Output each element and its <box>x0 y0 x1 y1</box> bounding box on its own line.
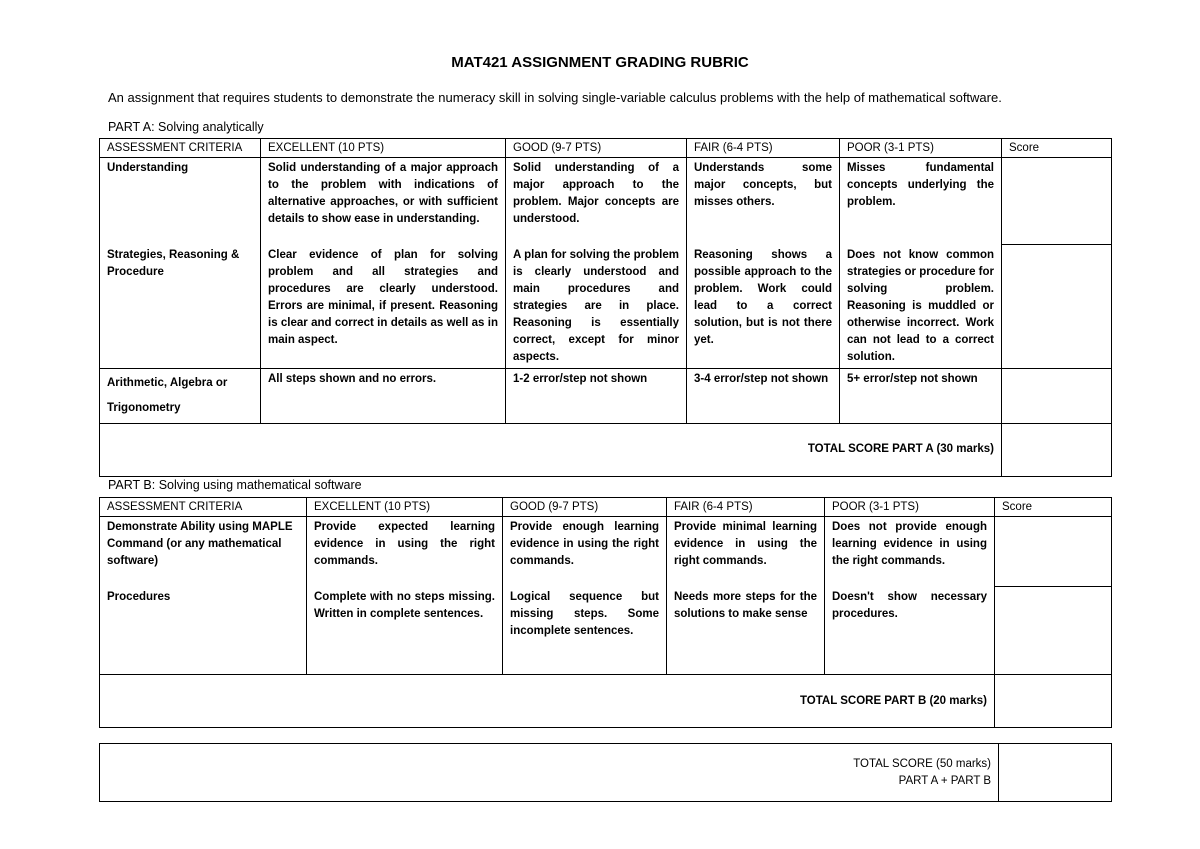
score-cell[interactable] <box>1002 245 1112 369</box>
criteria-cell: Procedures <box>100 587 307 675</box>
score-cell[interactable] <box>1002 158 1112 245</box>
header-good: GOOD (9-7 PTS) <box>503 498 667 517</box>
table-row <box>100 368 1112 423</box>
poor-cell: Doesn't show necessary procedures. <box>825 587 995 675</box>
poor-cell: Does not know common strategies or procedure for solving problem. Reasoning is muddled or otherwise incorrect. Work can not lead to a correct solution. <box>840 245 1002 369</box>
poor-cell: 5+ error/step not shown <box>840 368 1002 423</box>
header-excellent: EXCELLENT (10 PTS) <box>261 139 506 158</box>
part-b-label: PART B: Solving using mathematical software <box>108 478 362 492</box>
total-part-a-label: TOTAL SCORE PART A (30 marks) <box>100 423 1002 476</box>
header-score: Score <box>995 498 1112 517</box>
criteria-cell: Understanding <box>100 158 261 245</box>
criteria-cell: Arithmetic, Algebra or Trigonometry <box>100 368 261 423</box>
criteria-cell: Strategies, Reasoning & Procedure <box>100 245 261 369</box>
total-part-b-score[interactable] <box>995 675 1112 728</box>
score-cell[interactable] <box>995 587 1112 675</box>
good-cell: Solid understanding of a major approach to the problem. Major concepts are understood. <box>506 158 687 245</box>
grand-total-line1: TOTAL SCORE (50 marks) <box>853 757 991 770</box>
header-poor: POOR (3-1 PTS) <box>825 498 995 517</box>
poor-cell: Does not provide enough learning evidence in using the right commands. <box>825 517 995 587</box>
part-a-table <box>99 138 1112 477</box>
table-row <box>100 587 1112 675</box>
excellent-cell: All steps shown and no errors. <box>261 368 506 423</box>
table-row <box>100 245 1112 369</box>
poor-cell: Misses fundamental concepts underlying the problem. <box>840 158 1002 245</box>
total-part-a-score[interactable] <box>1002 423 1112 476</box>
grand-total-line2: PART A + PART B <box>898 774 991 787</box>
part-a-header-row <box>100 139 1112 158</box>
total-row <box>100 423 1112 476</box>
grand-total-score[interactable] <box>999 744 1112 802</box>
part-a-label: PART A: Solving analytically <box>108 120 264 134</box>
total-row <box>100 675 1112 728</box>
header-criteria: ASSESSMENT CRITERIA <box>100 498 307 517</box>
grand-total-table <box>99 743 1112 802</box>
table-row <box>100 158 1112 245</box>
fair-cell: Understands some major concepts, but misses others. <box>687 158 840 245</box>
excellent-cell: Provide expected learning evidence in using the right commands. <box>307 517 503 587</box>
header-poor: POOR (3-1 PTS) <box>840 139 1002 158</box>
score-cell[interactable] <box>995 517 1112 587</box>
excellent-cell: Solid understanding of a major approach to the problem with indications of alternative approaches, or with sufficient details to show ease in understanding. <box>261 158 506 245</box>
header-excellent: EXCELLENT (10 PTS) <box>307 498 503 517</box>
total-part-b-label: TOTAL SCORE PART B (20 marks) <box>100 675 995 728</box>
criteria-cell: Demonstrate Ability using MAPLE Command (or any mathematical software) <box>100 517 307 587</box>
page-title: MAT421 ASSIGNMENT GRADING RUBRIC <box>451 54 749 71</box>
score-cell[interactable] <box>1002 368 1112 423</box>
excellent-cell: Clear evidence of plan for solving problem and all strategies and procedures are clearly understood. Errors are minimal, if present. Reasoning is clear and correct in details as well as in main aspect. <box>261 245 506 369</box>
good-cell: Logical sequence but missing steps. Some incomplete sentences. <box>503 587 667 675</box>
grand-total-label <box>100 744 999 802</box>
fair-cell: Provide minimal learning evidence in using the right commands. <box>667 517 825 587</box>
table-row <box>100 517 1112 587</box>
fair-cell: Needs more steps for the solutions to make sense <box>667 587 825 675</box>
header-score: Score <box>1002 139 1112 158</box>
header-fair: FAIR (6-4 PTS) <box>687 139 840 158</box>
good-cell: 1-2 error/step not shown <box>506 368 687 423</box>
intro-text: An assignment that requires students to demonstrate the numeracy skill in solving single-variable calculus problems with the help of mathematical software. <box>108 90 1002 105</box>
part-b-table <box>99 497 1112 728</box>
fair-cell: Reasoning shows a possible approach to the problem. Work could lead to a correct solution, but is not there yet. <box>687 245 840 369</box>
header-fair: FAIR (6-4 PTS) <box>667 498 825 517</box>
part-b-header-row <box>100 498 1112 517</box>
fair-cell: 3-4 error/step not shown <box>687 368 840 423</box>
excellent-cell: Complete with no steps missing. Written in complete sentences. <box>307 587 503 675</box>
header-criteria: ASSESSMENT CRITERIA <box>100 139 261 158</box>
good-cell: A plan for solving the problem is clearly understood and main procedures and strategies are in place. Reasoning is essentially correct, except for minor aspects. <box>506 245 687 369</box>
good-cell: Provide enough learning evidence in using the right commands. <box>503 517 667 587</box>
grand-total-row <box>100 744 1112 802</box>
header-good: GOOD (9-7 PTS) <box>506 139 687 158</box>
